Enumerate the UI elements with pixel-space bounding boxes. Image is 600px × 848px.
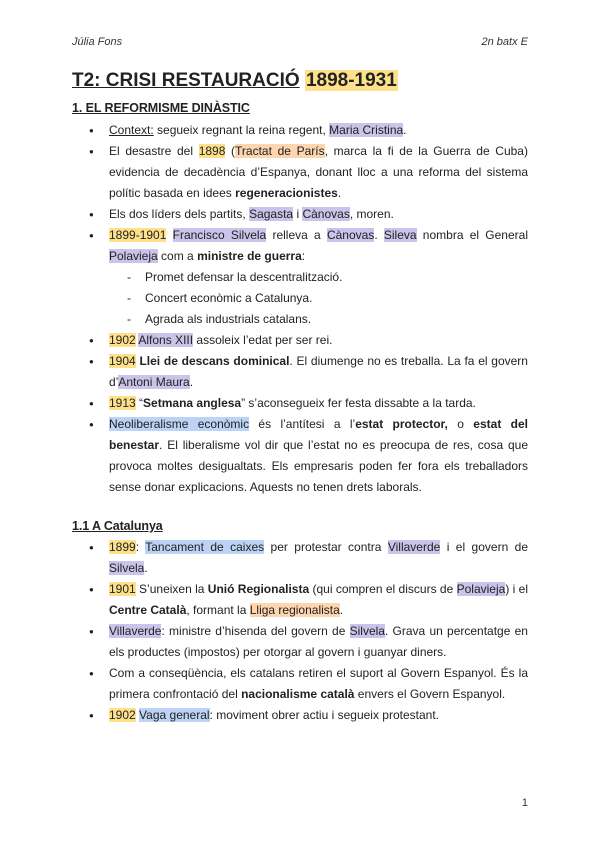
list-item: ● 1904 Llei de descans dominical. El diumenge no es treballa. La fa el govern d’Antoni Maura.: [72, 351, 528, 393]
list-item: ● Com a conseqüència, els catalans retiren el suport al Govern Espanyol. És la primera confrontació del nacionalisme català envers el Govern Espanyol.: [72, 663, 528, 705]
header-author: Júlia Fons: [72, 36, 123, 48]
sub-item: - Concert econòmic a Catalunya.: [109, 288, 528, 309]
section-heading-reformisme: 1. EL REFORMISME DINÀSTIC: [72, 101, 250, 115]
section-heading-catalunya: 1.1 A Catalunya: [72, 519, 163, 533]
list-item: ● 1902 Alfons XIII assoleix l’edat per ser rei.: [72, 330, 528, 351]
list-item: ● El desastre del 1898 (Tractat de París, marca la fi de la Guerra de Cuba) evidencia de decadència d’Espanya, donant lloc a una reforma del sistema polític basada en idees regeneracionistes.: [72, 141, 528, 204]
list-item: ● 1899: Tancament de caixes per protestar contra Villaverde i el govern de Silvela.: [72, 537, 528, 579]
list-item: ● 1899-1901 Francisco Silvela relleva a Cànovas. Sileva nombra el General Polavieja com a ministre de guerra: - Promet defensar la descentralització. - Concert econòmic a Catalunya. - Agrada als industrials catalans.: [72, 225, 528, 330]
list-item: ● 1902 Vaga general: moviment obrer actiu i segueix protestant.: [72, 705, 528, 726]
list-item: ● Villaverde: ministre d’hisenda del govern de Silvela. Grava un percentatge en els productes (impostos) per otorgar al govern i guanyar diners.: [72, 621, 528, 663]
list-item: ● 1913 “Setmana anglesa” s’aconsegueix fer festa dissabte a la tarda.: [72, 393, 528, 414]
title-main: T2: CRISI RESTAURACIÓ: [72, 70, 300, 91]
header-course: 2n batx E: [481, 36, 528, 48]
sublist: [109, 267, 528, 330]
list-item: ● 1901 S’uneixen la Unió Regionalista (qui compren el discurs de Polavieja) i el Centre Català, formant la Lliga regionalista.: [72, 579, 528, 621]
title-dates: 1898-1931: [305, 70, 397, 91]
catalunya-list: [72, 537, 528, 726]
reformisme-list: [72, 120, 528, 498]
list-item: ● Neoliberalisme econòmic és l’antítesi a l’estat protector, o estat del benestar. El liberalisme vol dir que l’estat no es preocupa de res, cosa que provoca moltes desigualtats. Els empresaris poden fer fora els treballadors sense donar explicacions. Aquests no tenen drets laborals.: [72, 414, 528, 498]
sub-item: - Promet defensar la descentralització.: [109, 267, 528, 288]
list-item: ● Els dos líders dels partits, Sagasta i Cànovas, moren.: [72, 204, 528, 225]
page-number: 1: [521, 797, 528, 809]
sub-item: - Agrada als industrials catalans.: [109, 309, 528, 330]
page-title: [72, 70, 398, 92]
list-item: ● Context: segueix regnant la reina regent, Maria Cristina.: [72, 120, 528, 141]
